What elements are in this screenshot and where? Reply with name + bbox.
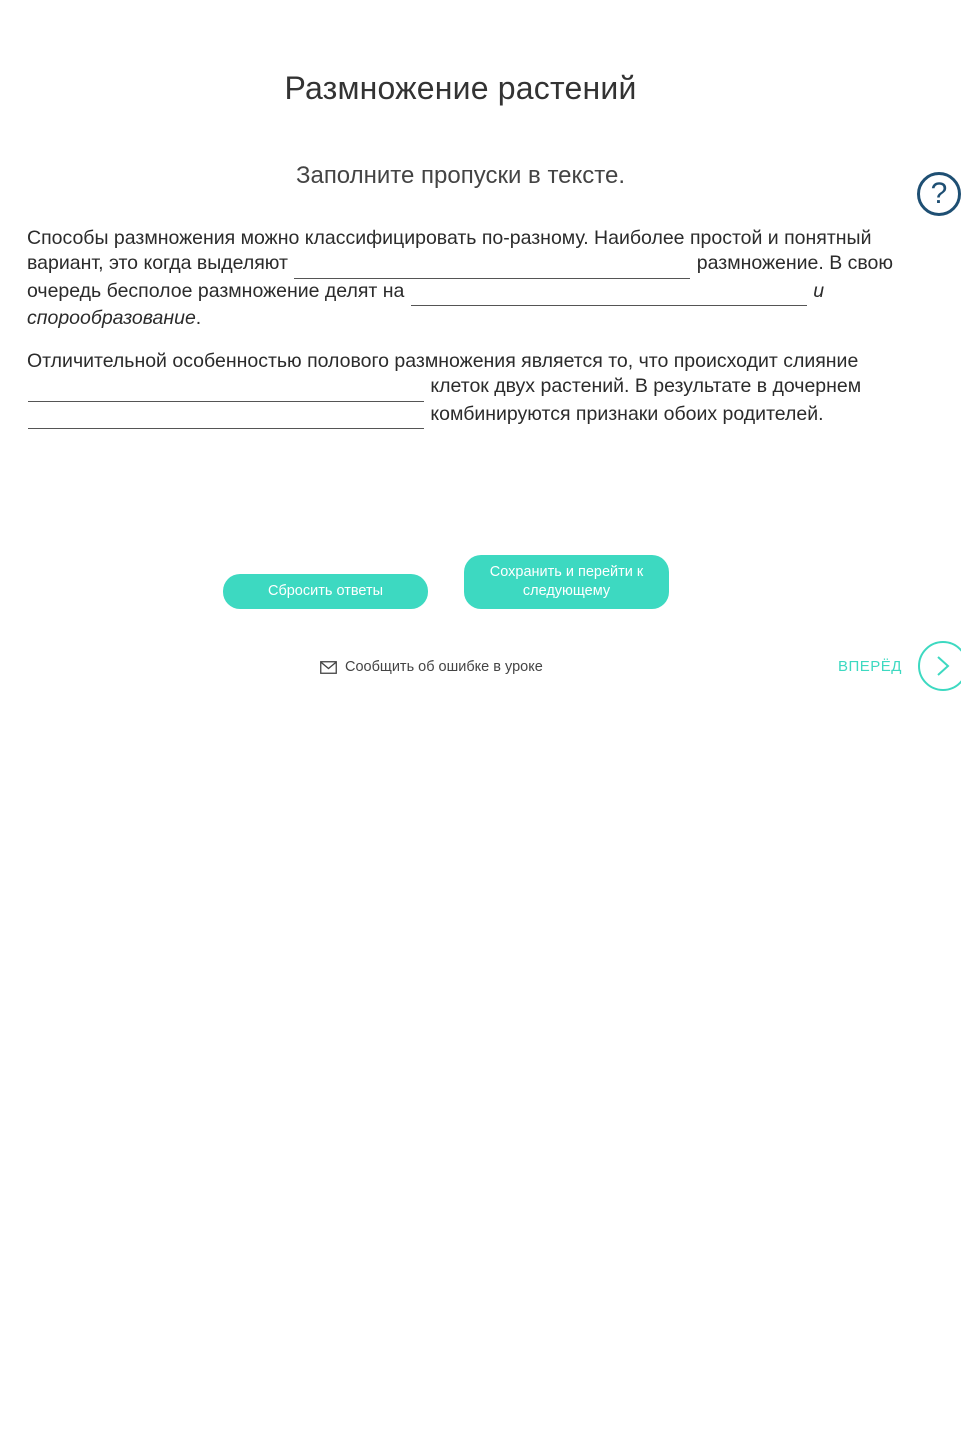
italic-text: и [813, 279, 825, 302]
task-instruction: Заполните пропуски в тексте. [295, 162, 626, 189]
question-icon: ? [930, 177, 948, 210]
forward-label: ВПЕРЁД [838, 657, 902, 675]
italic-text: спорообразование [27, 307, 196, 329]
save-and-next-button[interactable]: Сохранить и перейти к следующему [464, 555, 669, 609]
envelope-icon [320, 661, 337, 674]
paragraph-text: размножение. В свою очередь бесполое размножение делят на [27, 252, 894, 302]
report-error-link[interactable] [320, 659, 543, 675]
paragraph-asexual: Способы размножения можно классифицировать по-разному. Наиболее простой и понятный вариант, это когда выделяют размножение. В свою очередь бесполое размножение делят на и спорообразование. [27, 227, 894, 329]
forward-button[interactable] [838, 641, 961, 691]
help-button[interactable] [917, 172, 961, 216]
paragraph-text: комбинируются признаки обоих родителей. [425, 402, 824, 425]
paragraph-text: Способы размножения можно классифицировать по-разному. Наиболее простой и понятный вариант, это когда выделяют [27, 227, 872, 274]
paragraph-sexual [27, 349, 912, 429]
paragraph-text: Отличительной особенностью полового размножения является то, что происходит слияние [27, 350, 859, 372]
gap-input-2[interactable] [411, 285, 807, 306]
task-text [27, 226, 912, 447]
report-error-label: Сообщить об ошибке в уроке [345, 659, 543, 675]
reset-answers-button[interactable]: Сбросить ответы [223, 574, 428, 609]
gap-input-1[interactable] [294, 258, 690, 279]
paragraph-text: клеток двух растений. В результате в дочернем [425, 375, 862, 397]
page-title: Размножение растений [284, 70, 637, 106]
forward-circle[interactable] [918, 641, 961, 691]
chevron-right-icon [936, 655, 950, 677]
gap-input-4[interactable] [28, 408, 424, 429]
gap-input-3[interactable] [28, 381, 424, 402]
